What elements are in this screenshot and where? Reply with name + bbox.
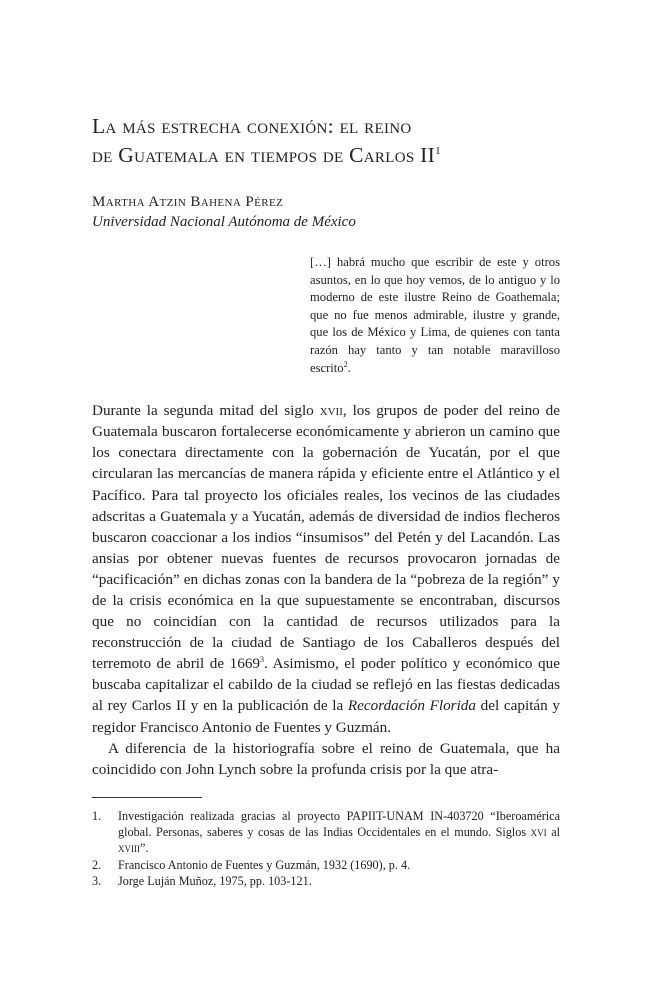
epigraph [310, 254, 560, 377]
paragraph-1-part-d: del capitán y regidor Francisco Antonio de Fuentes y Guzmán. [92, 697, 561, 736]
footnote-1-text-a: Investigación realizada gracias al proyecto PAPIIT-UNAM IN-403720 “Iberoamérica global. Personas, saberes y cosas de las Indias Occidentales en el mundo. Siglos [118, 808, 560, 840]
title-line-2: de Guatemala en tiempos de Carlos II [92, 143, 436, 167]
epigraph-end: . [347, 360, 351, 375]
footnote-text: Francisco Antonio de Fuentes y Guzmán, 1932 (1690), p. 4. [118, 857, 411, 872]
paragraph-2: A diferencia de la historiografía sobre el reino de Guatemala, que ha coincidido con John Lynch sobre la profunda crisis por la que atra- [92, 739, 560, 778]
footnote-divider [92, 797, 202, 798]
century-numeral: xviii [118, 841, 140, 856]
body-text [92, 400, 560, 780]
footnote-3 [92, 873, 560, 889]
author-name: Martha Atzin Bahena Pérez [92, 194, 284, 210]
century-numeral: xvii [319, 402, 343, 420]
footnote-1-text-mid: al [546, 825, 561, 840]
footnote-number: 3. [92, 874, 102, 889]
footnote-number: 2. [92, 857, 102, 872]
paragraph-1-part-b: , los grupos de poder del reino de Guatemala buscaron fortalecerse económicamente y abrieron un camino que los conectara directamente con la gobernación de Yucatán, por el que circularan las mercancías de manera rápida y eficiente entre el Atlántico y el Pacífico. Para tal proyecto los oficiales reales, los vecinos de las ciudades adscritas a Guatemala y a Yucatán, además de diversidad de indios flecheros buscaron coaccionar a los indios “insumisos” del Petén y del Lacandón. Las ansias por obtener nuevas fuentes de recursos provocaron jornadas de “pacificación” en dichas zonas con la bandera de la “pobreza de la región” y de la crisis económica en la que supuestamente se encontraban, discursos que no coincidían con la cantidad de recursos utilizados para la reconstrucción de la ciudad de Santiago de los Caballeros después del terremoto de abril de 1669 [92, 402, 560, 673]
author-affiliation: Universidad Nacional Autónoma de México [92, 214, 356, 230]
article-title [92, 112, 560, 170]
epigraph-footnote-mark: 2 [343, 359, 348, 369]
book-title-italic: Recordación Florida [347, 697, 476, 715]
title-line-1: La más estrecha conexión: el reino [92, 114, 412, 138]
footnote-mark-3: 3 [260, 655, 265, 665]
footnote-1 [92, 808, 560, 857]
paragraph-1 [92, 400, 560, 738]
footnote-text: Jorge Luján Muñoz, 1975, pp. 103-121. [118, 874, 312, 889]
footnote-1-text-b: ”. [140, 841, 149, 856]
footnote-text [118, 808, 560, 857]
page [92, 112, 560, 889]
footnote-number: 1. [92, 808, 102, 823]
footnotes [92, 808, 560, 889]
epigraph-text: […] habrá mucho que escribir de este y otros asuntos, en lo que hoy vemos, de lo antiguo y lo moderno de este ilustre Reino de Goathemala; que no fue menos admirable, ilustre y grande, que los de México y Lima, de quienes con tanta razón hay tanto y tan notable maravilloso escrito [310, 255, 560, 375]
paragraph-1-part-a: Durante la segunda mitad del siglo [92, 402, 320, 420]
century-numeral: xvi [530, 825, 547, 840]
title-footnote-mark: 1 [435, 144, 441, 157]
footnote-2 [92, 857, 560, 873]
paragraph-1-part-c: . Asimismo, el poder político y económico que buscaba capitalizar el cabildo de la ciudad se reflejó en las fiestas dedicadas al rey Carlos II y en la publicación de la [92, 655, 560, 715]
